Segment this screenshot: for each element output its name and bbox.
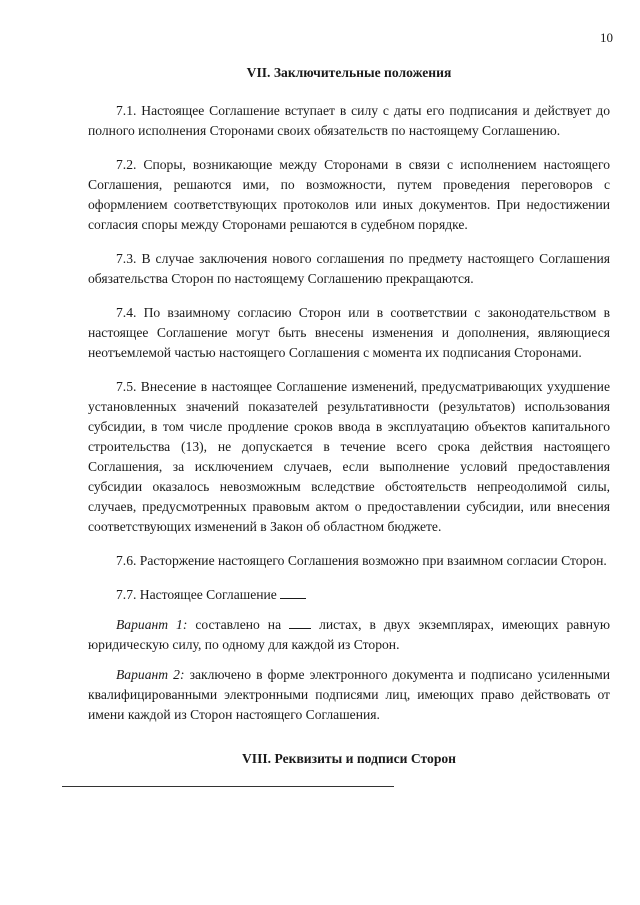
paragraph-7-7-text: 7.7. Настоящее Соглашение <box>116 587 277 602</box>
section-8-title: VIII. Реквизиты и подписи Сторон <box>241 751 457 766</box>
blank-field-pages <box>289 616 311 629</box>
paragraph-7-6: 7.6. Расторжение настоящего Соглашения возможно при взаимном согласии Сторон. <box>116 553 607 568</box>
paragraph-7-3: 7.3. В случае заключения нового соглашения по предмету настоящего Соглашения обязательства Сторон по настоящему Соглашению прекращаются. <box>88 251 610 286</box>
paragraph-7-5: 7.5. Внесение в настоящее Соглашение изменений, предусматривающих ухудшение установленных значений показателей результативности (результатов) использования субсидии, в том числе продление сроков ввода в эксплуатацию объектов капитального строительства (13), не допускается в течение всего срока действия настоящего Соглашения, за исключением случаев, если выполнение условий предоставления субсидии оказалось невозможным вследствие обстоятельств непреодолимой силы, случаев, предусмотренных правовым актом о предоставлении субсидии, или внесения соответствующих изменений в Закон об областном бюджете. <box>88 379 610 534</box>
document-body <box>88 63 610 769</box>
section-7-title: VII. Заключительные положения <box>246 65 452 80</box>
variant-1-text-after: листах, в двух экземплярах, имеющих равную юридическую силу, по одному для каждой из Сторон. <box>88 617 610 652</box>
variant-2-label: Вариант 2: <box>116 667 185 682</box>
blank-field-variant <box>280 586 306 599</box>
paragraph-7-2: 7.2. Споры, возникающие между Сторонами в связи с исполнением настоящего Соглашения, решаются ими, по возможности, путем проведения переговоров с оформлением соответствующих протоколов или иных документов. При недостижении согласия споры между Сторонами решаются в судебном порядке. <box>88 157 610 232</box>
variant-2-text: заключено в форме электронного документа и подписано усиленными квалифицированными электронными подписями лиц, имеющих право действовать от имени каждой из Сторон настоящего Соглашения. <box>88 667 610 722</box>
variant-1 <box>88 615 610 655</box>
paragraph-7-1: 7.1. Настоящее Соглашение вступает в силу с даты его подписания и действует до полного исполнения Сторонами своих обязательств по настоящему Соглашению. <box>88 103 610 138</box>
variant-2 <box>88 665 610 725</box>
paragraph-7-4: 7.4. По взаимному согласию Сторон или в соответствии с законодательством в настоящее Соглашение могут быть внесены изменения и дополнения, являющиеся неотъемлемой частью настоящего Соглашения с момента их подписания Сторонами. <box>88 305 610 360</box>
variant-1-text-before: составлено на <box>187 617 290 632</box>
variant-1-label: Вариант 1: <box>116 617 188 632</box>
paragraph-7-7 <box>88 585 610 605</box>
page-number: 10 <box>600 30 613 45</box>
footnote-separator <box>62 786 394 787</box>
